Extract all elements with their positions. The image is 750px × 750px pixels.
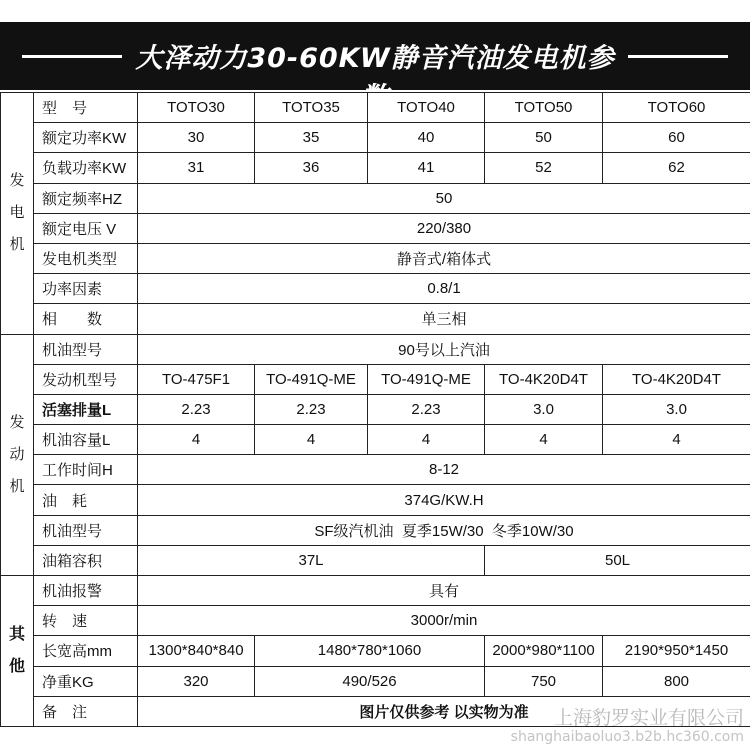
cell-engine-model-2: TO-491Q-ME — [255, 364, 368, 394]
cell-rated-power-3: 40 — [368, 123, 485, 153]
cell-load-power-5: 62 — [603, 153, 750, 183]
row-rated-power — [1, 123, 750, 153]
label-displacement: 活塞排量L — [34, 394, 138, 424]
row-oil-model-engine — [1, 334, 750, 364]
watermark-site: shanghaibaoluo3.b2b.hc360.com — [510, 729, 744, 745]
label-remark: 备 注 — [34, 696, 138, 726]
label-speed: 转 速 — [34, 606, 138, 636]
cell-fuel-consumption: 374G/KW.H — [138, 485, 750, 515]
cell-oil-capacity-1: 4 — [138, 425, 255, 455]
title-rule-left — [22, 55, 122, 58]
cell-load-power-3: 41 — [368, 153, 485, 183]
cell-power-factor: 0.8/1 — [138, 274, 750, 304]
cell-rated-power-2: 35 — [255, 123, 368, 153]
cell-load-power-4: 52 — [485, 153, 603, 183]
cell-rated-freq: 50 — [138, 183, 750, 213]
label-rated-power: 额定功率KW — [34, 123, 138, 153]
cell-engine-model-1: TO-475F1 — [138, 364, 255, 394]
row-rated-voltage — [1, 213, 750, 243]
cell-rated-power-1: 30 — [138, 123, 255, 153]
row-oil-model — [1, 515, 750, 545]
cell-remark: 图片仅供参考 以实物为准 — [138, 696, 750, 726]
label-phase: 相 数 — [34, 304, 138, 334]
row-fuel-consumption — [1, 485, 750, 515]
cell-model-1: TOTO30 — [138, 93, 255, 123]
cell-dimensions-2: 1480*780*1060 — [255, 636, 485, 666]
spec-table — [0, 92, 750, 727]
row-load-power — [1, 153, 750, 183]
cell-displacement-4: 3.0 — [485, 394, 603, 424]
cell-oil-model-engine: 90号以上汽油 — [138, 334, 750, 364]
row-displacement — [1, 394, 750, 424]
label-rated-voltage: 额定电压 V — [34, 213, 138, 243]
group-engine: 发 动 机 — [1, 334, 34, 576]
cell-oil-capacity-3: 4 — [368, 425, 485, 455]
cell-displacement-3: 2.23 — [368, 394, 485, 424]
cell-net-weight-1: 320 — [138, 666, 255, 696]
watermark-company: 上海豹罗实业有限公司 — [553, 707, 744, 729]
row-oil-alarm — [1, 576, 750, 606]
cell-work-time: 8-12 — [138, 455, 750, 485]
cell-displacement-2: 2.23 — [255, 394, 368, 424]
cell-load-power-2: 36 — [255, 153, 368, 183]
label-oil-model: 机油型号 — [34, 515, 138, 545]
cell-model-2: TOTO35 — [255, 93, 368, 123]
title-rule-right — [628, 55, 728, 58]
cell-rated-power-5: 60 — [603, 123, 750, 153]
cell-engine-model-4: TO-4K20D4T — [485, 364, 603, 394]
cell-net-weight-3: 750 — [485, 666, 603, 696]
cell-gen-type: 静音式/箱体式 — [138, 243, 750, 273]
cell-rated-voltage: 220/380 — [138, 213, 750, 243]
page-title: 大泽动力30-60KW静音汽油发电机参数 — [135, 43, 615, 113]
cell-oil-capacity-4: 4 — [485, 425, 603, 455]
label-rated-freq: 额定频率HZ — [34, 183, 138, 213]
row-phase — [1, 304, 750, 334]
label-gen-type: 发电机类型 — [34, 243, 138, 273]
cell-net-weight-4: 800 — [603, 666, 750, 696]
cell-oil-model: SF级汽机油 夏季15W/30 冬季10W/30 — [138, 515, 750, 545]
row-model — [1, 93, 750, 123]
label-oil-alarm: 机油报警 — [34, 576, 138, 606]
label-model: 型 号 — [34, 93, 138, 123]
label-fuel-consumption: 油 耗 — [34, 485, 138, 515]
group-other: 其 他 — [1, 576, 34, 727]
label-tank: 油箱容积 — [34, 545, 138, 575]
cell-dimensions-1: 1300*840*840 — [138, 636, 255, 666]
row-rated-freq — [1, 183, 750, 213]
cell-dimensions-4: 2190*950*1450 — [603, 636, 750, 666]
label-load-power: 负载功率KW — [34, 153, 138, 183]
row-dimensions — [1, 636, 750, 666]
label-net-weight: 净重KG — [34, 666, 138, 696]
cell-load-power-1: 31 — [138, 153, 255, 183]
label-dimensions: 长宽高mm — [34, 636, 138, 666]
row-work-time — [1, 455, 750, 485]
label-engine-model: 发动机型号 — [34, 364, 138, 394]
row-gen-type — [1, 243, 750, 273]
label-oil-model-engine: 机油型号 — [34, 334, 138, 364]
cell-engine-model-3: TO-491Q-ME — [368, 364, 485, 394]
row-oil-capacity — [1, 425, 750, 455]
cell-displacement-1: 2.23 — [138, 394, 255, 424]
cell-net-weight-2: 490/526 — [255, 666, 485, 696]
cell-oil-capacity-2: 4 — [255, 425, 368, 455]
label-oil-capacity: 机油容量L — [34, 425, 138, 455]
label-work-time: 工作时间H — [34, 455, 138, 485]
row-engine-model — [1, 364, 750, 394]
group-generator: 发 电 机 — [1, 93, 34, 335]
cell-oil-capacity-5: 4 — [603, 425, 750, 455]
cell-engine-model-5: TO-4K20D4T — [603, 364, 750, 394]
row-speed — [1, 606, 750, 636]
cell-model-4: TOTO50 — [485, 93, 603, 123]
row-net-weight — [1, 666, 750, 696]
row-power-factor — [1, 274, 750, 304]
cell-model-3: TOTO40 — [368, 93, 485, 123]
cell-phase: 单三相 — [138, 304, 750, 334]
cell-model-5: TOTO60 — [603, 93, 750, 123]
label-power-factor: 功率因素 — [34, 274, 138, 304]
cell-tank-1: 37L — [138, 545, 485, 575]
cell-rated-power-4: 50 — [485, 123, 603, 153]
row-tank — [1, 545, 750, 575]
cell-displacement-5: 3.0 — [603, 394, 750, 424]
cell-speed: 3000r/min — [138, 606, 750, 636]
cell-dimensions-3: 2000*980*1100 — [485, 636, 603, 666]
cell-oil-alarm: 具有 — [138, 576, 750, 606]
cell-tank-2: 50L — [485, 545, 750, 575]
